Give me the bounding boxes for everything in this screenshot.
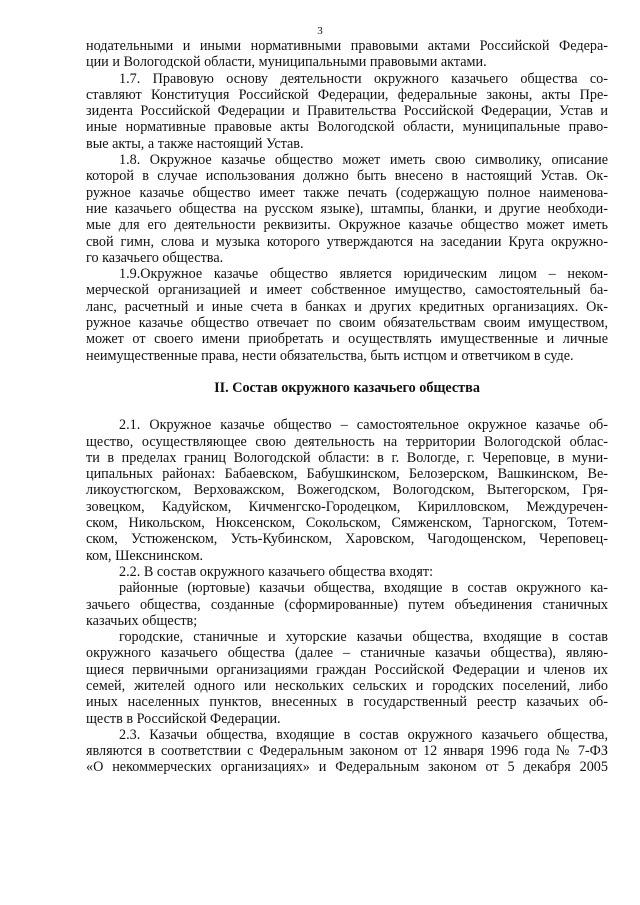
text-line: ком, Шекснинском. bbox=[86, 547, 204, 564]
text-line: ние казачьего общества на русском языке), штампы, бланки, и другие необходи- bbox=[86, 200, 608, 217]
text-line: может от своего имени приобретать и осуществлять имущественные и личные bbox=[86, 331, 608, 348]
text-line: ципальных районах: Бабаевском, Бабушкинском, Белозерском, Вашкинском, Ве- bbox=[86, 466, 608, 483]
text-line: 2.2. В состав окружного казачьего общества входят: bbox=[119, 563, 434, 580]
document-body bbox=[86, 38, 608, 776]
text-line: ском, Никольском, Нюксенском, Сокольском, Сямженском, Тарногском, Тотем- bbox=[86, 515, 608, 532]
paragraph bbox=[86, 152, 608, 266]
text-line: мерческой организацией и имеет собственное имущество, самостоятельный ба- bbox=[86, 282, 608, 299]
text-line: свой гимн, слова и музыка которого утверждаются на заседании Круга окружно- bbox=[86, 233, 608, 250]
paragraph bbox=[86, 417, 608, 564]
text-line: зачьего общества, созданные (сформированные) путем объединения станичных bbox=[86, 596, 608, 613]
text-line: ществ в Российской Федерации. bbox=[86, 710, 281, 727]
text-line: районные (юртовые) казачьи общества, входящие в состав окружного ка- bbox=[119, 580, 608, 597]
text-line: 2.1. Окружное казачье общество – самостоятельное окружное казачье об- bbox=[119, 417, 608, 434]
text-line: неимущественные права, нести обязательства, быть истцом и ответчиком в суде. bbox=[86, 347, 574, 364]
text-line: ружное казачье общество имеет также печать (содержащую полное наименова- bbox=[86, 184, 608, 201]
paragraph bbox=[86, 71, 608, 152]
text-line: нодательными и иными нормативными правовыми актами Российской Федера- bbox=[86, 38, 608, 54]
text-line: ланс, расчетный и иные счета в банках и других кредитных организациях. Ок- bbox=[86, 298, 608, 315]
paragraph bbox=[86, 266, 608, 364]
text-line: ции и Вологодской области, муниципальными правовыми актами. bbox=[86, 54, 487, 71]
paragraph bbox=[86, 564, 608, 580]
text-line: «О некоммерческих организациях» и Федеральным законом от 5 декабря 2005 bbox=[86, 759, 608, 776]
text-line: городские, станичные и хуторские казачьи общества, входящие в состав bbox=[119, 629, 608, 646]
paragraph bbox=[86, 629, 608, 727]
page-number: 3 bbox=[317, 25, 323, 37]
text-line: которой в случае использования должно быть внесено в настоящий Устав. Ок- bbox=[86, 168, 608, 185]
section-heading: II. Состав окружного казачьего общества bbox=[214, 379, 480, 396]
text-line: зовецком, Кадуйском, Кичменгско-Городецком, Кирилловском, Междуречен- bbox=[86, 498, 608, 515]
text-line: 1.9.Окружное казачье общество является юридическим лицом – неком- bbox=[119, 266, 608, 283]
paragraph bbox=[86, 727, 608, 776]
text-line: 2.3. Казачьи общества, входящие в состав окружного казачьего общества, bbox=[119, 726, 608, 743]
text-line: го казачьего общества. bbox=[86, 249, 224, 266]
text-line: зидента Российской Федерации и Правительства Российской Федерации, Устав и bbox=[86, 103, 608, 120]
text-line: мые для его деятельности реквизиты. Окружное казачье общество может иметь bbox=[86, 217, 608, 234]
text-line: 1.8. Окружное казачье общество может иметь свою символику, описание bbox=[119, 152, 608, 169]
text-line: окружного казачьего общества (далее – станичные казачьи общества), являю- bbox=[86, 645, 608, 662]
paragraph bbox=[86, 580, 608, 629]
text-line: ружное казачье общество отвечает по своим обязательствам своим имуществом, bbox=[86, 315, 608, 332]
text-line: щество, осуществляющее свою деятельность на территории Вологодской облас- bbox=[86, 433, 608, 450]
text-line: ликоустюгском, Верховажском, Вожегодском, Вологодском, Вытегорском, Гря- bbox=[86, 482, 608, 499]
text-line: иные нормативные правовые акты Вологодской области, муниципальные право- bbox=[86, 119, 608, 136]
paragraph bbox=[86, 38, 608, 71]
text-line: являются в соответствии с Федеральным законом от 12 января 1996 года № 7-ФЗ bbox=[86, 743, 608, 760]
text-line: ставляют Конституция Российской Федерации, федеральные законы, акты Пре- bbox=[86, 86, 608, 103]
text-line: щиеся первичными организациями граждан Российской Федерации и членов их bbox=[86, 661, 608, 678]
text-line: 1.7. Правовую основу деятельности окружного казачьего общества со- bbox=[119, 70, 608, 87]
text-line: вые акты, а также настоящий Устав. bbox=[86, 135, 304, 152]
text-line: семей, жителей одного или нескольких сельских и городских поселений, либо bbox=[86, 677, 608, 694]
text-line: казачьих обществ; bbox=[86, 612, 198, 629]
text-line: иных населенных пунктов, внесенных в государственный реестр казачьих об- bbox=[86, 694, 608, 711]
text-line: ти в пределах границ Вологодской области: в г. Вологде, г. Череповце, в муни- bbox=[86, 449, 608, 466]
text-line: ском, Устюженском, Усть-Кубинском, Харовском, Чагодощенском, Череповец- bbox=[86, 531, 608, 548]
